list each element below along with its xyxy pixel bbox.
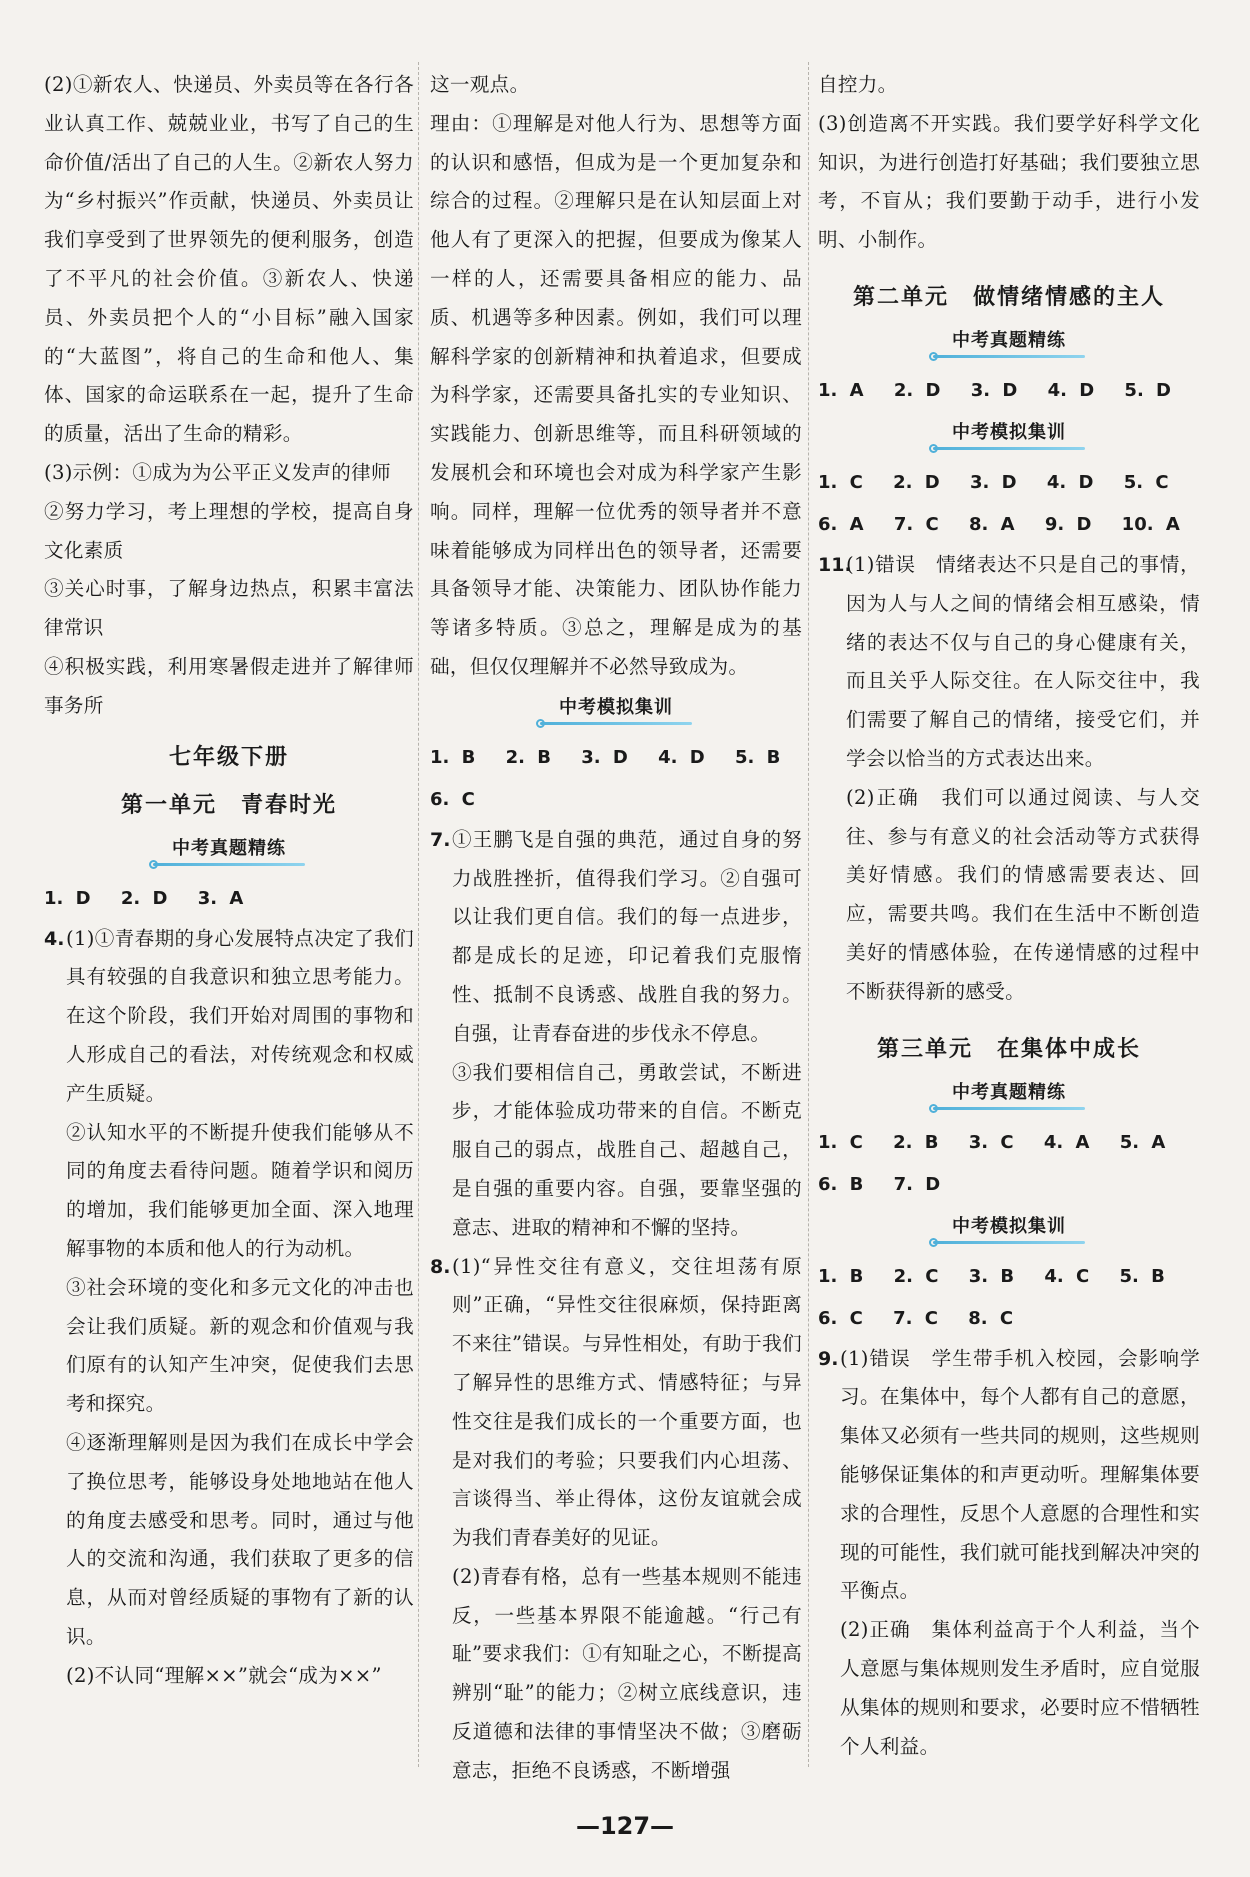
paragraph: 理由：①理解是对他人行为、思想等方面的认识和感悟，但成为是一个更加复杂和综合的过程。②理解只是在认知层面上对他人有了更深入的把握，但要成为像某人一样的人，还需要具备相应的能力、品质、机遇等多种因素。例如，我们可以理解科学家的创新精神和执着追求，但要成为科学家，还需要具备扎实的专业知识、实践能力、创新思维等，而且科研领域的发展机会和环境也会对成为科学家产生影响。同样，理解一位优秀的领导者并不意味着能够成为同样出色的领导者，还需要具备领导才能、决策能力、团队协作能力等诸多特质。③总之，理解是成为的基础，但仅仅理解并不必然导致成为。 — [430, 111, 802, 678]
answer: 4. D — [1047, 379, 1095, 401]
answer: 6. B — [818, 1173, 864, 1195]
answer: 5. B — [735, 746, 781, 768]
section-bar: 中考模拟集训 — [929, 1212, 1089, 1244]
answer: 2. D — [893, 471, 940, 493]
paragraph: ③我们要相信自己，勇敢尝试，不断进步，才能体验成功带来的自信。不断克服自己的弱点，战胜自己、超越自己，是自强的重要内容。自强，要靠坚强的意志、进取的精神和不懈的坚持。 — [452, 1060, 802, 1239]
answer-row — [818, 462, 1200, 504]
column-divider — [808, 62, 809, 1767]
answer: 3. D — [969, 471, 1017, 493]
column-left — [44, 66, 414, 1695]
paragraph: (2)正确 我们可以通过阅读、与人交往、参与有意义的社会活动等方式获得美好情感。我们的情感需要表达、回应，需要共鸣。我们在生活中不断创造美好的情感体验，在传递情感的过程中不断获得新的感受。 — [846, 785, 1200, 1003]
paragraph: (2)①新农人、快递员、外卖员等在各行各业认真工作、兢兢业业，书写了自己的生命价值/活出了自己的人生。②新农人努力为“乡村振兴”作贡献，快递员、外卖员让我们享受到了世界领先的便利服务，创造了不平凡的社会价值。③新农人、快递员、外卖员把个人的“小目标”融入国家的“大蓝图”，将自己的生命和他人、集体、国家的命运联系在一起，提升了生命的质量，活出了生命的精彩。 — [44, 73, 414, 446]
answer: 3. D — [581, 746, 628, 768]
answer: 4. A — [1043, 1131, 1090, 1153]
answer: 6. A — [818, 513, 864, 535]
answer: 1. B — [818, 1265, 864, 1287]
answer: 9. D — [1044, 513, 1092, 535]
section-bar: 中考模拟集训 — [929, 418, 1089, 450]
answer: 2. B — [893, 1131, 939, 1153]
answer: 7. C — [893, 513, 939, 535]
paragraph: (1)错误 情绪表达不只是自己的事情，因为人与人之间的情绪会相互感染，情绪的表达不仅与自己的身心健康有关，而且关乎人际交往。在人际交往中，我们需要了解自己的情绪，接受它们，并学会以恰当的方式表达出来。 — [846, 552, 1200, 770]
answer-row — [44, 878, 414, 920]
answer-row — [818, 370, 1200, 412]
paragraph: (1)错误 学生带手机入校园，会影响学习。在集体中，每个人都有自己的意愿，集体又必须有一些共同的规则，这些规则能够保证集体的和声更动听。理解集体要求的合理性，反思个人意愿的合理性和实现的可能性，我们就可能找到解决冲突的平衡点。 — [840, 1346, 1200, 1603]
answer: 4. D — [658, 746, 705, 768]
answer: 1. B — [430, 746, 476, 768]
paragraph: (2)青春有格，总有一些基本规则不能违反，一些基本界限不能逾越。“行己有耻”要求我们：①有知耻之心，不断提高辨别“耻”的能力；②树立底线意识，违反道德和法律的事情坚决不做；③磨砺意志，拒绝不良诱惑，不断增强 — [452, 1564, 802, 1782]
answer-row — [430, 737, 802, 821]
column-right — [818, 66, 1200, 1766]
volume-title: 七年级下册 — [168, 744, 289, 770]
question-block — [430, 1248, 802, 1791]
answer: 8. A — [968, 513, 1015, 535]
question-block — [818, 1340, 1200, 1767]
answer: 5. D — [1124, 379, 1171, 401]
answer: 3. C — [968, 1131, 1014, 1153]
answer: 1. A — [818, 379, 864, 401]
paragraph: 这一观点。 — [430, 73, 530, 96]
column-middle — [430, 66, 802, 1791]
page-number: —127— — [575, 1812, 675, 1840]
answer: 2. D — [893, 379, 941, 401]
question-number: 11. — [818, 553, 852, 576]
paragraph: 自控力。 — [818, 73, 898, 96]
answer: 7. C — [893, 1307, 938, 1329]
answer: 1. C — [818, 471, 863, 493]
unit-title: 第三单元 在集体中成长 — [876, 1036, 1141, 1062]
paragraph: ②认知水平的不断提升使我们能够从不同的角度去看待问题。随着学识和阅历的增加，我们能够更加全面、深入地理解事物的本质和他人的行为动机。 — [66, 1120, 414, 1260]
answer: 3. D — [970, 379, 1018, 401]
answer-row — [818, 1164, 1200, 1206]
answer: 4. C — [1044, 1265, 1090, 1287]
answer: 1. D — [44, 887, 91, 909]
answer: 2. C — [893, 1265, 939, 1287]
unit-title: 第二单元 做情绪情感的主人 — [852, 284, 1165, 310]
column-divider — [418, 62, 419, 1767]
paragraph: ④逐渐理解则是因为我们在成长中学会了换位思考，能够设身处地地站在他人的角度去感受和思考。同时，通过与他人的交流和沟通，我们获取了更多的信息，从而对曾经质疑的事物有了新的认识。 — [66, 1430, 414, 1648]
section-bar: 中考模拟集训 — [536, 693, 696, 725]
answer: 6. C — [818, 1307, 863, 1329]
answer: 5. C — [1123, 471, 1169, 493]
question-number: 4. — [44, 927, 65, 950]
paragraph: ①王鹏飞是自强的典范，通过自身的努力战胜挫折，值得我们学习。②自强可以让我们更自信。我们的每一点进步，都是成长的足迹，印记着我们克服惰性、抵制不良诱惑、战胜自我的努力。自强，让青春奋进的步伐永不停息。 — [452, 827, 802, 1045]
question-number: 8. — [430, 1255, 451, 1278]
answer-row — [818, 1256, 1200, 1298]
question-block — [44, 920, 414, 1696]
paragraph: (1)“异性交往有意义，交往坦荡有原则”正确，“异性交往很麻烦，保持距离不来往”错误。与异性相处，有助于我们了解异性的思维方式、情感特征；与异性交往是我们成长的一个重要方面，也是对我们的考验；只要我们内心坦荡、言谈得当、举止得体，这份友谊就会成为我们青春美好的见证。 — [452, 1254, 802, 1550]
paragraph: ②努力学习，考上理想的学校，提高自身文化素质 — [44, 499, 414, 562]
answer: 6. C — [430, 788, 475, 810]
answer: 10. A — [1121, 513, 1180, 535]
answer: 5. A — [1119, 1131, 1166, 1153]
paragraph: (2)正确 集体利益高于个人利益，当个人意愿与集体规则发生矛盾时，应自觉服从集体的规则和要求，必要时应不惜牺牲个人利益。 — [840, 1618, 1200, 1758]
answer: 3. A — [197, 887, 244, 909]
question-number: 7. — [430, 828, 451, 851]
question-number: 9. — [818, 1347, 839, 1370]
section-bar: 中考真题精练 — [929, 1078, 1089, 1110]
answer: 3. B — [968, 1265, 1015, 1287]
paragraph: ③社会环境的变化和多元文化的冲击也会让我们质疑。新的观念和价值观与我们原有的认知产生冲突，促使我们去思考和探究。 — [66, 1275, 414, 1416]
answer: 4. D — [1046, 471, 1094, 493]
question-block — [818, 546, 1200, 1012]
paragraph: (2)不认同“理解××”就会“成为××” — [66, 1663, 382, 1687]
answer: 7. D — [893, 1173, 941, 1195]
section-bar: 中考真题精练 — [149, 834, 309, 866]
paragraph: (3)创造离不开实践。我们要学好科学文化知识，为进行创造打好基础；我们要独立思考，不盲从；我们要勤于动手，进行小发明、小制作。 — [818, 111, 1200, 252]
question-block — [430, 821, 802, 1248]
answer: 1. C — [818, 1131, 863, 1153]
paragraph: (3)示例：①成为为公平正义发声的律师 — [44, 460, 391, 484]
answer-row — [818, 1298, 1200, 1340]
paragraph: ③关心时事，了解身边热点，积累丰富法律常识 — [44, 577, 414, 640]
answer: 2. D — [120, 887, 168, 909]
paragraph: ④积极实践，利用寒暑假走进并了解律师事务所 — [44, 654, 414, 717]
answer: 5. B — [1119, 1265, 1165, 1287]
answer: 2. B — [505, 746, 551, 768]
paragraph: (1)①青春期的身心发展特点决定了我们具有较强的自我意识和独立思考能力。在这个阶段，我们开始对周围的事物和人形成自己的看法，对传统观念和权威产生质疑。 — [66, 926, 414, 1105]
answer-row — [818, 1122, 1200, 1164]
answer: 8. C — [968, 1307, 1014, 1329]
answer-row — [818, 504, 1200, 546]
unit-title: 第一单元 青春时光 — [120, 792, 337, 818]
section-bar: 中考真题精练 — [929, 326, 1089, 358]
